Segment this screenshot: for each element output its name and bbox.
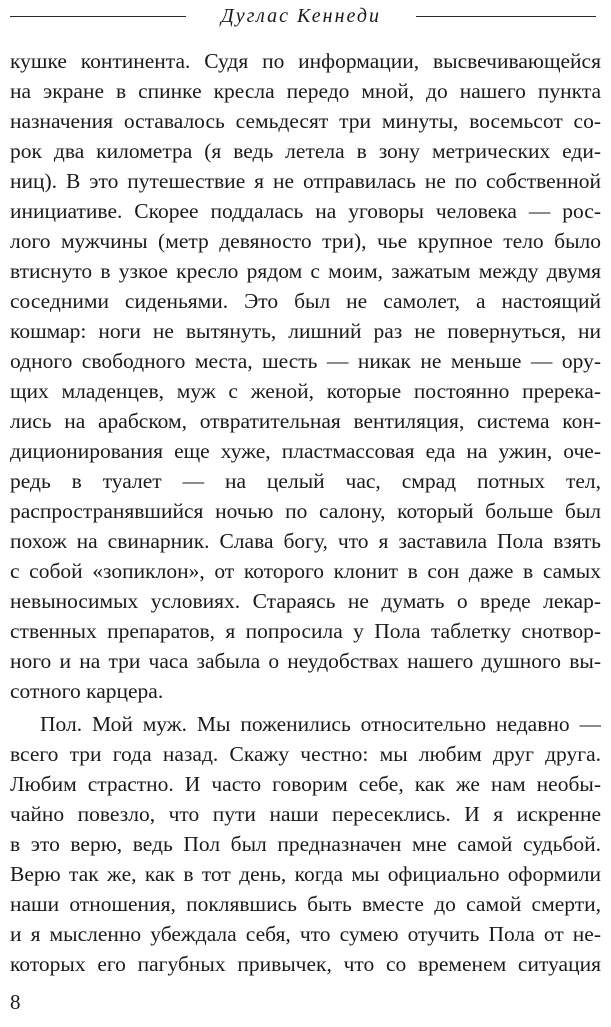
text-line: редь в туалет — на целый час, смрад потных тел, [10, 469, 601, 493]
text-line: лого мужчины (метр девяносто три), чье крупное тело было [10, 229, 601, 253]
text-line: на экране в спинке кресла передо мной, до нашего пункта [10, 79, 601, 103]
paragraph-1 [10, 46, 601, 706]
text-line: в это верю, ведь Пол был предназначен мне самой судьбой. [10, 832, 601, 856]
running-header [10, 3, 596, 29]
header-rule-right [416, 16, 596, 17]
text-line: соседними сиденьями. Это был не самолет, а настоящий [10, 289, 601, 313]
text-line: диционирования еще хуже, пластмассовая еда на ужин, оче- [10, 439, 601, 463]
text-line: распространявшийся ночью по салону, который больше был [10, 499, 601, 523]
text-line: ного и на три часа забыла о неудобствах нашего душного вы- [10, 649, 601, 673]
text-line: кушке континента. Судя по информации, высвечивающейся [10, 49, 601, 73]
text-line: с собой «зопиклон», от которого клонит в сон даже в самых [10, 559, 601, 583]
text-line: кошмар: ноги не вытянуть, лишний раз не повернуться, ни [10, 319, 601, 343]
text-line: Любим страстно. И часто говорим себе, как же нам необы- [10, 772, 601, 796]
text-line: назначения оставалось семьдесят три минуты, восемьсот со- [10, 109, 601, 133]
text-line: сотного карцера. [10, 679, 164, 703]
text-line: ственных препаратов, я попросила у Пола таблетку снотвор- [10, 619, 601, 643]
text-line: Верю так же, как в тот день, когда мы официально оформили [10, 862, 601, 886]
text-line: невыносимых условиях. Стараясь не думать о вреде лекар- [10, 589, 601, 613]
text-line: инициативе. Скорее поддалась на уговоры человека — рос- [10, 199, 601, 223]
text-line: которых его пагубных привычек, что со временем ситуация [10, 952, 601, 976]
header-rule-left [10, 16, 186, 17]
text-line: щих младенцев, муж с женой, которые постоянно пререка- [10, 379, 601, 403]
text-line: похож на свинарник. Слава богу, что я заставила Пола взять [10, 529, 601, 553]
text-line: ниц). В это путешествие я не отправилась не по собственной [10, 169, 601, 193]
page-number: 8 [10, 990, 21, 1014]
author-name: Дуглас Кеннеди [221, 5, 381, 27]
text-line: лись на арабском, отвратительная вентиляция, система кон- [10, 409, 601, 433]
text-line: втиснуто в узкое кресло рядом с моим, зажатым между двумя [10, 259, 601, 283]
text-line: Пол. Мой муж. Мы поженились относительно недавно — [40, 712, 601, 736]
text-line: рок два километра (я ведь летела в зону метрических еди- [10, 139, 601, 163]
paragraph-2 [10, 709, 601, 979]
text-line: одного свободного места, шесть — никак не меньше — ору- [10, 349, 601, 373]
body-text [10, 46, 601, 979]
text-line: и я мысленно убеждала себя, что сумею отучить Пола от не- [10, 922, 601, 946]
text-line: чайно повезло, что пути наши пересеклись. И я искренне [10, 802, 601, 826]
text-line: наши отношения, поклявшись быть вместе до самой смерти, [10, 892, 601, 916]
text-line: всего три года назад. Скажу честно: мы любим друг друга. [10, 742, 601, 766]
